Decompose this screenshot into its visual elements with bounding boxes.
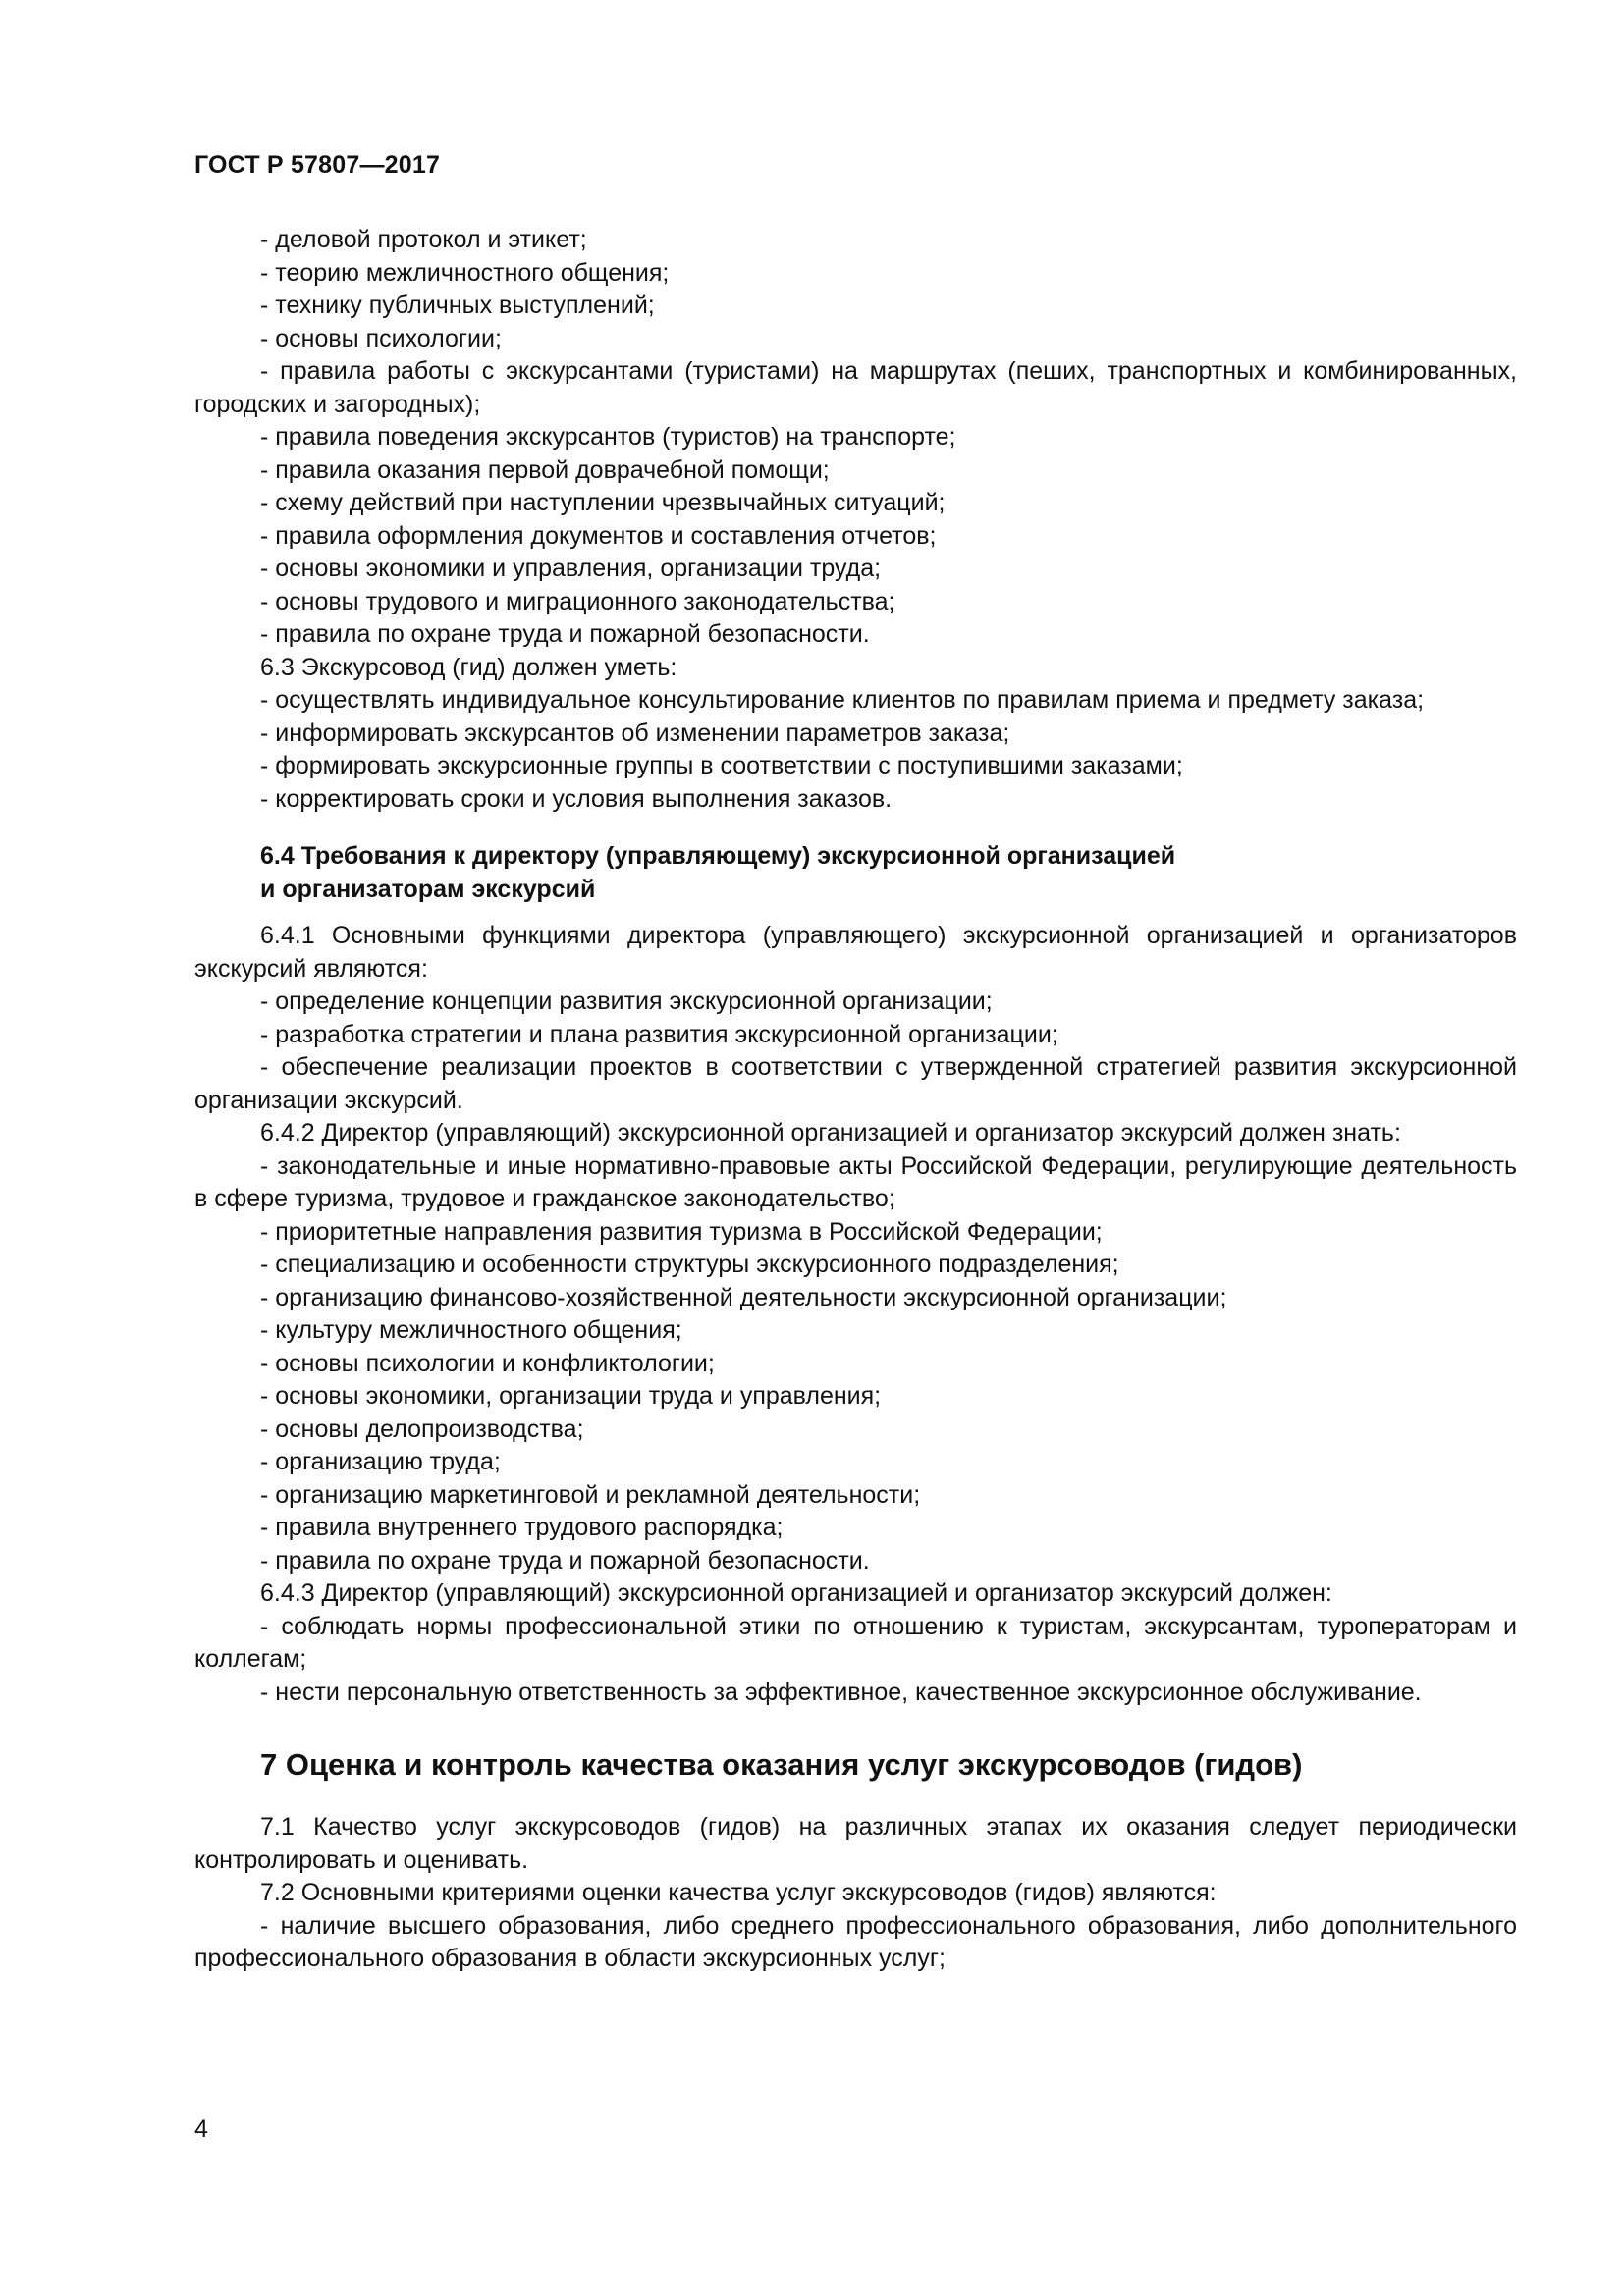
paragraph: - деловой протокол и этикет; [260, 226, 587, 253]
paragraph: - основы делопроизводства; [260, 1415, 584, 1443]
section-heading-line: 6.4 Требования к директору (управляющему) экскурсионной организацией [260, 842, 1176, 870]
paragraph: - наличие высшего образования, либо среднего профессионального образования, либо дополнительного профессионального образования в области экскурсионных услуг; [194, 1911, 1517, 1972]
list-block-6-4 [194, 920, 1517, 1709]
page-number: 4 [194, 2115, 208, 2143]
paragraph: - основы психологии; [260, 324, 502, 352]
section-heading-line: и организаторам экскурсий [260, 875, 596, 903]
paragraph: - правила оказания первой доврачебной помощи; [260, 455, 830, 484]
paragraph: - организацию труда; [260, 1448, 501, 1475]
paragraph: - законодательные и иные нормативно-правовые акты Российской Федерации, регулирующие деятельность в сфере туризма, трудовое и гражданское законодательство; [194, 1151, 1517, 1212]
paragraph: 7.1 Качество услуг экскурсоводов (гидов) на различных этапах их оказания следует периодически контролировать и оценивать. [194, 1813, 1517, 1874]
paragraph: - основы психологии и конфликтологии; [260, 1349, 715, 1377]
paragraph: - теорию межличностного общения; [260, 258, 670, 287]
paragraph: - технику публичных выступлений; [260, 292, 655, 319]
page-content [194, 224, 1517, 1976]
paragraph: - основы экономики и управления, организации труда; [260, 555, 882, 582]
paragraph: - правила оформления документов и составления отчетов; [260, 521, 937, 550]
paragraph: - формировать экскурсионные группы в соответствии с поступившими заказами; [260, 752, 1183, 779]
paragraph: - организацию финансово-хозяйственной деятельности экскурсионной организации; [260, 1283, 1227, 1311]
paragraph: - основы трудового и миграционного законодательства; [260, 587, 895, 615]
paragraph: - основы экономики, организации труда и управления; [260, 1382, 882, 1410]
paragraph: - разработка стратегии и плана развития экскурсионной организации; [260, 1020, 1058, 1048]
paragraph: - культуру межличностного общения; [260, 1316, 682, 1344]
paragraph: 7.2 Основными критериями оценки качества услуг экскурсоводов (гидов) являются: [260, 1879, 1217, 1906]
paragraph: - правила по охране труда и пожарной безопасности. [260, 620, 870, 648]
paragraph: - корректировать сроки и условия выполнения заказов. [260, 784, 893, 813]
paragraph: - правила работы с экскурсантами (туристами) на маршрутах (пеших, транспортных и комбинированных, городских и загородных); [194, 357, 1517, 418]
paragraph: - обеспечение реализации проектов в соответствии с утвержденной стратегией развития экскурсионной организации экскурсий. [194, 1053, 1517, 1114]
paragraph: - организацию маркетинговой и рекламной деятельности; [260, 1480, 921, 1509]
paragraph: - правила по охране труда и пожарной безопасности. [260, 1546, 870, 1575]
paragraph: - информировать экскурсантов об изменении параметров заказа; [260, 719, 1010, 747]
list-block-7 [194, 1811, 1517, 1976]
list-block-6-2 [194, 224, 1517, 816]
paragraph: - правила внутреннего трудового распорядка; [260, 1514, 784, 1541]
section-heading-7: 7 Оценка и контроль качества оказания услуг экскурсоводов (гидов) [260, 1747, 1303, 1782]
paragraph: 6.3 Экскурсовод (гид) должен уметь: [260, 653, 677, 681]
paragraph: - приоритетные направления развития туризма в Российской Федерации; [260, 1217, 1103, 1246]
paragraph: - схему действий при наступлении чрезвычайных ситуаций; [260, 489, 946, 516]
section-heading-6-4 [194, 840, 1517, 906]
paragraph: - правила поведения экскурсантов (туристов) на транспорте; [260, 423, 956, 451]
paragraph: 6.4.2 Директор (управляющий) экскурсионной организацией и организатор экскурсий должен знать: [260, 1119, 1401, 1147]
document-code-header: ГОСТ Р 57807—2017 [194, 151, 441, 179]
paragraph: - нести персональную ответственность за эффективное, качественное экскурсионное обслуживание. [260, 1678, 1422, 1706]
paragraph: 6.4.1 Основными функциями директора (управляющего) экскурсионной организацией и организаторов экскурсий являются: [194, 922, 1517, 983]
paragraph: - соблюдать нормы профессиональной этики по отношению к туристам, экскурсантам, туроператорам и коллегам; [194, 1612, 1517, 1673]
paragraph: - осуществлять индивидуальное консультирование клиентов по правилам приема и предмету заказа; [260, 686, 1425, 714]
paragraph: 6.4.3 Директор (управляющий) экскурсионной организацией и организатор экскурсий должен: [260, 1579, 1332, 1607]
paragraph: - специализацию и особенности структуры экскурсионного подразделения; [260, 1251, 1119, 1278]
paragraph: - определение концепции развития экскурсионной организации; [260, 988, 993, 1015]
